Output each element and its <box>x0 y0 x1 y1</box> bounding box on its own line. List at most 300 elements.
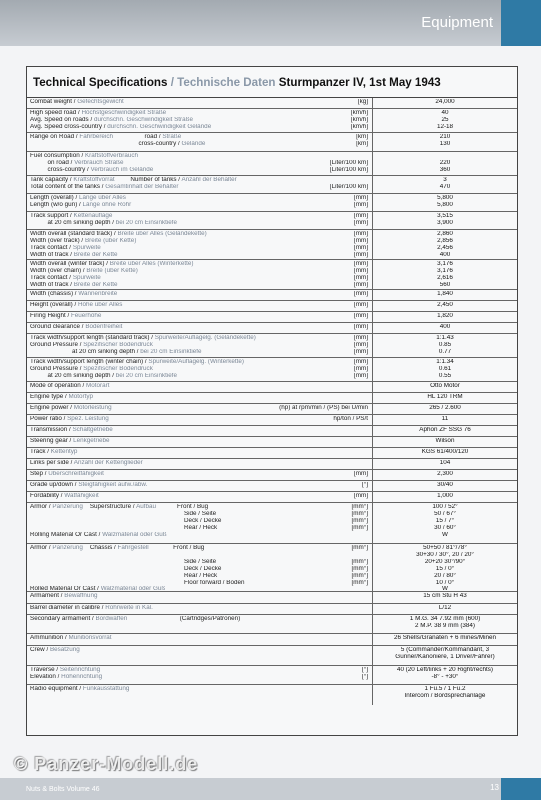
spec-unit: [°] <box>361 667 368 673</box>
spec-unit: [mm] <box>354 251 368 258</box>
german-label: Spurweite <box>72 244 101 251</box>
spec-label-line <box>30 324 372 331</box>
spec-label-cell <box>27 194 372 211</box>
spec-value: 1:1.43 <box>436 335 454 341</box>
spec-value: 30 / 60° <box>434 524 456 531</box>
spec-value-cell <box>372 152 517 175</box>
german-label: Rohrweite in Kal. <box>105 605 153 611</box>
german-label: Motortyp <box>68 394 94 400</box>
spec-label-cell <box>27 290 372 300</box>
german-label: Verbrauch Straße <box>74 159 124 166</box>
spec-value: 20+20 30°/90° <box>424 558 466 565</box>
english-label: Steering gear / <box>30 438 74 444</box>
spec-label-line <box>30 282 372 289</box>
spec-value: 15 cm Stu H 43 <box>423 593 467 599</box>
english-label: Front / Bug <box>148 545 205 551</box>
english-label: Width (over chain) / <box>30 267 87 274</box>
spec-label-line <box>30 686 372 693</box>
german-label: Verbrauch im Gelände <box>90 166 154 173</box>
english-label: Number of tanks / <box>114 177 182 183</box>
english-label: Armor / <box>30 545 53 551</box>
german-label: Motorart <box>86 383 110 389</box>
german-label: Bewaffnung <box>64 593 98 599</box>
spec-row <box>27 604 517 615</box>
spec-row <box>27 415 517 426</box>
english-label: High speed road / <box>30 110 82 116</box>
english-label: Front / Bug <box>156 504 209 510</box>
spec-label-line <box>30 99 372 106</box>
spec-value-cell <box>372 481 517 491</box>
footer-accent-tab <box>501 778 541 800</box>
spec-label-line <box>30 449 372 456</box>
spec-unit-column <box>362 482 368 489</box>
spec-value: Wilson <box>435 438 455 444</box>
german-label: Feuerhöhe <box>70 313 102 319</box>
german-label: Wannenbreite <box>78 291 118 297</box>
spec-row <box>27 666 517 685</box>
english-label: at 20 cm sinking depth / <box>30 372 116 379</box>
spec-row <box>27 323 517 334</box>
spec-value-cell <box>372 604 517 614</box>
spec-value-cell <box>372 426 517 436</box>
spec-value: 50+50 / 81°/78° <box>423 545 467 551</box>
spec-row <box>27 301 517 312</box>
spec-label-line <box>30 605 372 612</box>
english-label: Crew / <box>30 647 50 653</box>
spec-value: 3,176 <box>437 267 453 274</box>
spec-value: 10 / 0° <box>435 579 455 586</box>
english-label: Tank capacity / <box>30 177 74 183</box>
spec-label-line <box>30 134 372 141</box>
spec-value: 1 M.G. 34 7.92 mm (600) <box>409 616 481 622</box>
spec-unit-column <box>351 545 368 593</box>
spec-label-line <box>30 525 372 532</box>
spec-unit: [mm] <box>354 244 368 251</box>
spec-value: 25 <box>441 116 449 123</box>
spec-unit-column <box>354 324 368 331</box>
spec-value: 24,000 <box>435 99 455 105</box>
spec-unit-column <box>354 302 368 309</box>
spec-unit: [km/h] <box>350 110 368 116</box>
spec-label-line <box>30 268 372 275</box>
spec-value: 1,000 <box>437 493 453 499</box>
german-label: Seitenrichtung <box>59 667 101 673</box>
german-label: Straße <box>162 134 182 140</box>
spec-label-cell <box>27 448 372 458</box>
spec-unit: [mm] <box>354 302 368 308</box>
spec-label-line <box>30 261 372 268</box>
english-label: Rolling Material Or Cast / <box>30 531 103 538</box>
spec-value: 0.61 <box>438 365 452 372</box>
spec-value: 360 <box>439 166 451 173</box>
english-label: Side / Seite <box>30 510 217 517</box>
german-label: Kraftstoffvorrat <box>73 177 115 183</box>
spec-value: 3,515 <box>437 213 453 219</box>
spec-label-line <box>30 427 372 434</box>
german-label: Breite (über Kette) <box>86 267 138 274</box>
spec-row <box>27 634 517 646</box>
english-label: cross-country / <box>30 166 91 173</box>
spec-unit: hp/ton / PS/t <box>333 416 368 422</box>
english-label: Radio equipment / <box>30 686 83 692</box>
german-label: Spurweite <box>72 274 101 281</box>
spec-row <box>27 312 517 323</box>
title-german: Technische Daten <box>177 75 276 89</box>
german-label: Anzahl der Kettenglieder <box>73 460 143 466</box>
section-title: Equipment <box>421 14 493 31</box>
spec-row <box>27 615 517 634</box>
spec-value: 210 <box>439 134 451 140</box>
spec-unit-column <box>354 213 368 227</box>
spec-value: 220 <box>439 159 451 166</box>
spec-value: 0.77 <box>438 348 452 355</box>
spec-label-line <box>30 195 372 202</box>
german-label: Kraftstoffverbrauch <box>84 153 139 159</box>
spec-value-cell <box>372 133 517 151</box>
spec-value-cell <box>372 492 517 502</box>
spec-value-cell <box>372 646 517 665</box>
english-label: Elevation / <box>30 673 62 680</box>
spec-value: 2,856 <box>437 237 453 244</box>
spec-row <box>27 194 517 212</box>
spec-value: 1,820 <box>437 313 453 319</box>
spec-row <box>27 290 517 301</box>
spec-label-line <box>30 141 372 148</box>
english-label: Traverse / <box>30 667 60 673</box>
spec-label-line <box>30 438 372 445</box>
spec-label-line <box>30 518 372 525</box>
spec-rows <box>27 98 517 705</box>
german-label: Gelände <box>181 140 206 147</box>
spec-unit: [mm] <box>354 274 368 281</box>
english-label: Mode of operation / <box>30 383 87 389</box>
english-label: Links per side / <box>30 460 74 466</box>
spec-row <box>27 334 517 358</box>
spec-label-cell <box>27 109 372 132</box>
spec-label-line <box>30 552 372 559</box>
spec-row <box>27 212 517 230</box>
spec-label-cell <box>27 492 372 502</box>
spec-value: 1:1.34 <box>436 359 454 365</box>
spec-value-cell <box>372 404 517 414</box>
english-label: Track width/support length (winter chain) / <box>30 359 149 365</box>
spec-unit: [mm] <box>354 359 368 365</box>
spec-unit <box>351 532 368 539</box>
spec-label-line <box>30 302 372 309</box>
spec-label-cell <box>27 459 372 469</box>
german-label: Funkausstattung <box>82 686 130 692</box>
spec-label-cell <box>27 230 372 259</box>
spec-row <box>27 503 517 544</box>
spec-label-cell <box>27 685 372 705</box>
spec-unit: [mm] <box>354 348 368 355</box>
spec-table <box>26 66 518 736</box>
spec-unit-column <box>330 153 368 174</box>
spec-label-cell <box>27 666 372 684</box>
spec-unit: [mm°] <box>351 510 368 517</box>
english-label: Combat weight / <box>30 99 78 105</box>
spec-row <box>27 133 517 152</box>
spec-value: 100 / 52° <box>432 504 458 510</box>
spec-unit: [mm] <box>354 237 368 244</box>
spec-unit: [Liter/100 km] <box>329 166 368 173</box>
german-label: Fahrbereich <box>79 134 113 140</box>
english-label: Avg. Speed on roads / <box>30 116 94 123</box>
german-label: Gesamtinhalt der Behälter <box>105 183 179 190</box>
spec-row <box>27 404 517 415</box>
spec-value: L/12 <box>438 605 452 611</box>
german-label: Motorleistung <box>73 405 112 411</box>
spec-value: 130 <box>439 140 451 147</box>
spec-label-line <box>30 213 372 220</box>
spec-value: 0.55 <box>438 372 452 379</box>
spec-value: 5 (Commander/Kommandant, 3 <box>400 647 490 653</box>
english-label: Height (overall) / <box>30 302 78 308</box>
spec-value <box>373 153 517 160</box>
spec-unit: [mm°] <box>351 565 368 572</box>
spec-label-line <box>30 238 372 245</box>
spec-unit: [mm] <box>354 372 368 379</box>
spec-unit-column <box>330 177 368 191</box>
spec-row <box>27 230 517 260</box>
spec-value-cell <box>372 301 517 311</box>
german-label: Munitionsvorrat <box>68 635 112 641</box>
spec-label-cell <box>27 646 372 665</box>
spec-label-line <box>30 373 372 380</box>
spec-unit-column <box>358 99 368 106</box>
spec-label-line <box>30 231 372 238</box>
spec-value-cell <box>372 312 517 322</box>
spec-label-cell <box>27 481 372 491</box>
spec-unit-column <box>354 335 368 356</box>
spec-value: 50 / 67° <box>434 510 456 517</box>
spec-row <box>27 437 517 448</box>
spec-label-line <box>30 532 372 539</box>
spec-unit: [mm] <box>354 291 368 297</box>
german-label: Spezifischer Bodendruck <box>83 365 153 372</box>
spec-label-cell <box>27 260 372 289</box>
german-label: Kettentyp <box>50 449 78 455</box>
german-label: Breite über Alles (Winterkette) <box>109 261 194 267</box>
spec-unit-column <box>279 405 368 412</box>
spec-unit: [Liter/100 km] <box>329 183 368 190</box>
spec-unit-column <box>354 359 368 380</box>
spec-label-line <box>30 504 372 511</box>
english-label: Rear / Heck <box>30 572 218 579</box>
german-label: Länge über Alles <box>79 195 126 201</box>
spec-value-cell <box>372 382 517 392</box>
english-label: Barrel diameter in calibre / <box>30 605 106 611</box>
spec-unit-column <box>351 110 368 131</box>
english-label: Engine type / <box>30 394 69 400</box>
spec-value: 15 / 0° <box>435 565 455 572</box>
english-label: Avg. Speed cross-country / <box>30 123 108 130</box>
spec-row <box>27 544 517 592</box>
spec-value: Otto Motor <box>430 383 460 389</box>
spec-row <box>27 98 517 109</box>
spec-value: Gunner/Kanoniere, 1 Driver/Fahrer) <box>395 653 495 660</box>
english-label: Floor forward / Boden <box>30 579 245 586</box>
german-label: Aufbau <box>136 504 157 510</box>
spec-row <box>27 492 517 503</box>
german-label: bei 20 cm Einsinktiefe <box>115 219 178 226</box>
spec-value-cell <box>372 448 517 458</box>
german-label: Höchstgeschwindigkeit Straße <box>81 110 167 116</box>
spec-unit: [mm°] <box>351 545 368 551</box>
spec-unit: [°] <box>361 673 368 680</box>
spec-unit: [mm] <box>354 365 368 372</box>
spec-label-line <box>30 335 372 342</box>
spec-label-line <box>30 580 372 587</box>
spec-value: 2,860 <box>437 231 453 237</box>
spec-label-cell <box>27 415 372 425</box>
english-label: Armament / <box>30 593 65 599</box>
german-label: Watfähigkeit <box>64 493 99 499</box>
spec-row <box>27 592 517 604</box>
spec-value: 1 Fu.5 / 1 Fu.2 <box>424 686 466 692</box>
spec-value: 1,840 <box>437 291 453 297</box>
spec-value: 265 / 2.600 <box>429 405 461 411</box>
spec-value-cell <box>372 98 517 108</box>
spec-label-line <box>30 471 372 478</box>
spec-label-line <box>30 383 372 390</box>
spec-unit-column <box>362 667 368 681</box>
english-label: Engine power / <box>30 405 74 411</box>
spec-label-cell <box>27 176 372 193</box>
spec-unit <box>351 552 368 559</box>
spec-unit-column <box>354 291 368 298</box>
spec-row <box>27 176 517 194</box>
spec-row <box>27 685 517 705</box>
spec-value: 470 <box>439 183 451 190</box>
spec-unit: [mm°] <box>351 579 368 586</box>
german-label: durchschn. Geschwindigkeit Gelände <box>107 123 212 130</box>
english-label: Width overall (standard track) / <box>30 231 118 237</box>
spec-label-line <box>30 511 372 518</box>
spec-label-cell <box>27 470 372 480</box>
spec-label-cell <box>27 437 372 447</box>
english-label: Width (over track) / <box>30 237 85 244</box>
spec-value: 5,800 <box>437 201 453 208</box>
spec-value-cell <box>372 459 517 469</box>
spec-unit-column <box>354 231 368 259</box>
english-label: Width of track / <box>30 251 74 258</box>
spec-unit: [mm°] <box>351 558 368 565</box>
german-label: Überschreitfähigkeit <box>48 471 104 477</box>
spec-value: 11 <box>441 416 449 422</box>
spec-value: 12-18 <box>436 123 454 130</box>
spec-label-line <box>30 220 372 227</box>
german-label: Steigfähigkeit aufw./abw. <box>78 482 148 488</box>
spec-value-cell <box>372 470 517 480</box>
spec-label-cell <box>27 592 372 603</box>
spec-label-cell <box>27 334 372 357</box>
german-label: Breite der Kette <box>73 281 118 288</box>
spec-value-cell <box>372 290 517 300</box>
spec-value: 3,176 <box>437 261 453 267</box>
spec-label-line <box>30 545 372 552</box>
title-model: Sturmpanzer IV, 1st May 1943 <box>278 75 441 89</box>
spec-unit: [mm] <box>354 231 368 237</box>
spec-unit: [°] <box>361 482 368 488</box>
german-label: Panzerung <box>52 504 83 510</box>
spec-unit: [kg] <box>357 99 368 105</box>
spec-label-cell <box>27 382 372 392</box>
english-label: Chassis / <box>82 545 118 551</box>
spec-value: 2,616 <box>437 274 453 281</box>
spec-value-cell <box>372 323 517 333</box>
spec-value: 560 <box>439 281 451 288</box>
spec-unit-column <box>351 504 368 539</box>
spec-unit-column <box>354 313 368 320</box>
english-label: cross-country / <box>30 140 182 147</box>
spec-label-line <box>30 117 372 124</box>
spec-value-cell <box>372 260 517 289</box>
spec-label-cell <box>27 323 372 333</box>
spec-value-cell <box>372 685 517 705</box>
spec-unit-column <box>354 261 368 289</box>
spec-unit: [mm] <box>354 493 368 499</box>
english-label: Fordability / <box>30 493 65 499</box>
spec-value: KGS 61/400/120 <box>421 449 469 455</box>
spec-unit: [mm] <box>354 471 368 477</box>
spec-value: Aphon ZF SSG 76 <box>419 427 471 433</box>
spec-label-cell <box>27 393 372 403</box>
spec-label-line <box>30 366 372 373</box>
english-label: Length (overall) / <box>30 195 80 201</box>
spec-unit: [mm] <box>354 281 368 288</box>
page-number: 13 <box>490 783 499 792</box>
spec-value-cell <box>372 358 517 381</box>
english-label: Track support / <box>30 213 74 219</box>
spec-value: 20 / 80° <box>434 572 456 579</box>
english-label: (Cartridges/Patronen) <box>127 616 241 622</box>
spec-unit: [mm] <box>354 219 368 226</box>
spec-label-line <box>30 349 372 356</box>
english-label: Superstructure / <box>82 504 137 510</box>
spec-label-line <box>30 167 372 174</box>
spec-value: 2,450 <box>437 302 453 308</box>
spec-label-line <box>30 460 372 467</box>
spec-value: 2,456 <box>437 244 453 251</box>
spec-label-line <box>30 184 372 191</box>
german-label: Breite (über Kette) <box>84 237 137 244</box>
spec-label-cell <box>27 604 372 614</box>
german-label: Schaltgetriebe <box>72 427 113 433</box>
english-label: Track contact / <box>30 274 73 281</box>
spec-label-cell <box>27 404 372 414</box>
english-label: Track / <box>30 449 51 455</box>
german-label: bei 20 cm Einsinktiefe <box>115 372 178 379</box>
spec-label-line <box>30 416 372 423</box>
english-label: Deck / Decke <box>30 517 222 524</box>
spec-unit: [mm] <box>354 335 368 341</box>
header-accent-tab <box>501 0 541 46</box>
spec-label-line <box>30 616 372 623</box>
spec-unit-column <box>354 195 368 209</box>
spec-label-line <box>30 359 372 366</box>
german-label: Spurweite/Auflagelg. (Winterkette) <box>148 359 244 365</box>
spec-value: HL 120 TRM <box>427 394 463 400</box>
spec-unit-column <box>333 416 368 423</box>
spec-unit: [mm] <box>354 213 368 219</box>
spec-label-line <box>30 202 372 209</box>
spec-label-line <box>30 394 372 401</box>
english-label: Transmission / <box>30 427 73 433</box>
german-label: Länge ohne Rohr <box>82 201 132 208</box>
spec-unit: [Liter/100 km] <box>329 159 368 166</box>
spec-value: 3,900 <box>437 219 453 226</box>
